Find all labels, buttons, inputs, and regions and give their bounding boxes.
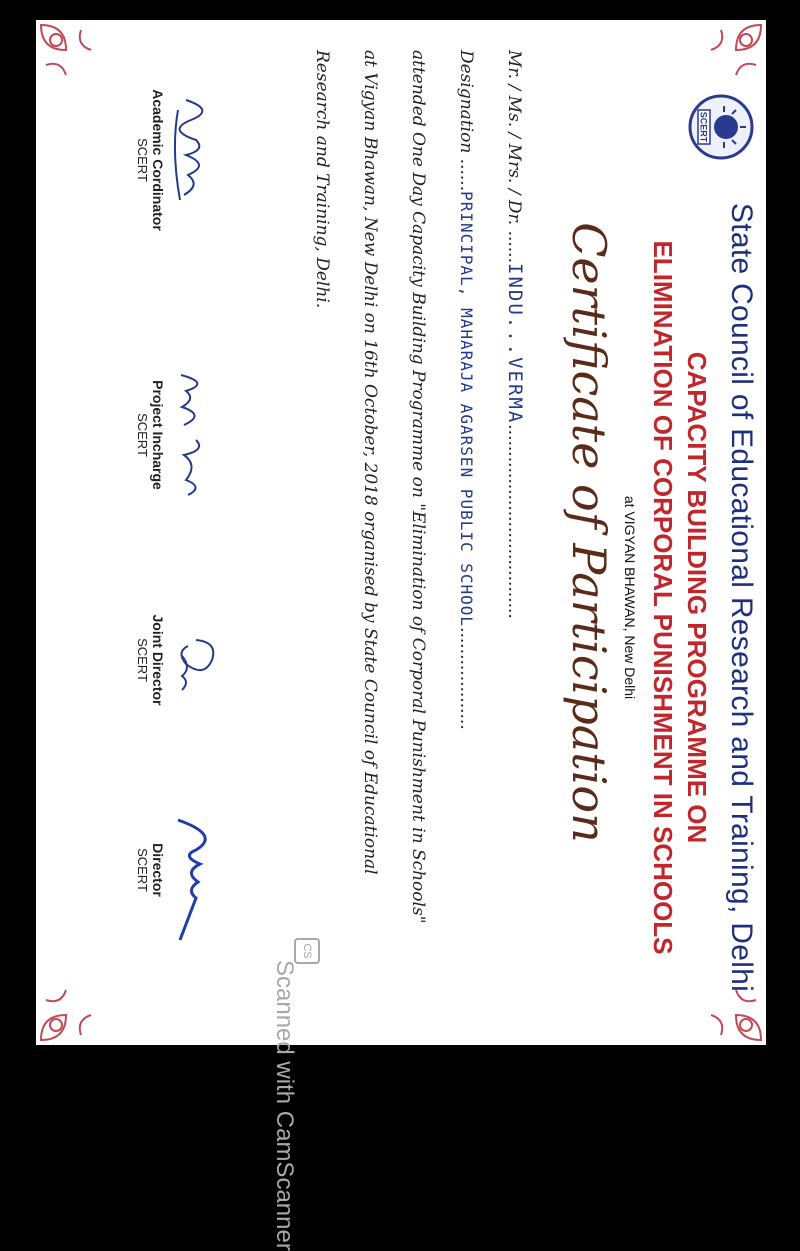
programme-title-line-1: CAPACITY BUILDING PROGRAMME ON — [682, 351, 712, 844]
designation-label: Designation ...... — [456, 50, 476, 192]
signature-icon — [166, 80, 226, 240]
certificate-title: Certificate of Participation — [562, 222, 616, 843]
signatory-org: SCERT — [135, 848, 150, 892]
signatory-role: Project Incharge — [150, 380, 166, 490]
camscanner-text: Scanned with CamScanner — [271, 960, 298, 1251]
organisation-title: State Council of Educational Research and Training, Delhi — [725, 202, 758, 993]
camscanner-icon: CS — [294, 938, 320, 964]
participant-name: INDU...VERMA — [504, 263, 526, 425]
signature-block-academic-coordinator — [135, 80, 226, 240]
signatory-role: Director — [150, 843, 166, 897]
signature-icon — [166, 790, 226, 950]
signatory-role: Academic Cordinator — [150, 89, 166, 231]
svg-text:SCERT: SCERT — [698, 111, 709, 143]
certificate — [36, 20, 766, 1045]
signatory-org: SCERT — [135, 638, 150, 682]
signatory-org: SCERT — [135, 413, 150, 457]
scert-logo-icon — [686, 92, 756, 162]
certificate-paper — [36, 20, 766, 1045]
name-label: Mr. / Ms. / Mrs. / Dr. ...... — [504, 50, 524, 263]
signature-block-joint-director — [135, 580, 226, 740]
designation-dots: ................... — [456, 627, 476, 730]
corner-ornament-icon — [706, 20, 766, 80]
body-text-line: Research and Training, Delhi. — [312, 50, 332, 309]
venue-text: at VIGYAN BHAWAN, New Delhi — [622, 495, 638, 700]
signature-icon — [166, 580, 226, 740]
name-dots: .................................... — [504, 424, 524, 619]
corner-ornament-icon — [36, 985, 96, 1045]
signatory-org: SCERT — [135, 138, 150, 182]
signatory-role: Joint Director — [150, 614, 166, 706]
body-text-line: at Vigyan Bhawan, New Delhi on 16th October, 2018 organised by State Council of Educational — [360, 50, 380, 875]
participant-name-line — [504, 50, 526, 1025]
signature-block-director — [135, 790, 226, 950]
body-text-line: attended One Day Capacity Building Programme on "Elimination of Corporal Punishment in Schools" — [408, 50, 428, 924]
signature-block-project-incharge — [135, 355, 226, 515]
designation-line — [456, 50, 476, 1025]
signature-icon — [166, 355, 226, 515]
corner-ornament-icon — [36, 20, 96, 80]
programme-title-line-2: ELIMINATION OF CORPORAL PUNISHMENT IN SCHOOLS — [648, 240, 678, 955]
designation-value: PRINCIPAL, MAHARAJA AGARSEN PUBLIC SCHOOL — [457, 191, 476, 628]
